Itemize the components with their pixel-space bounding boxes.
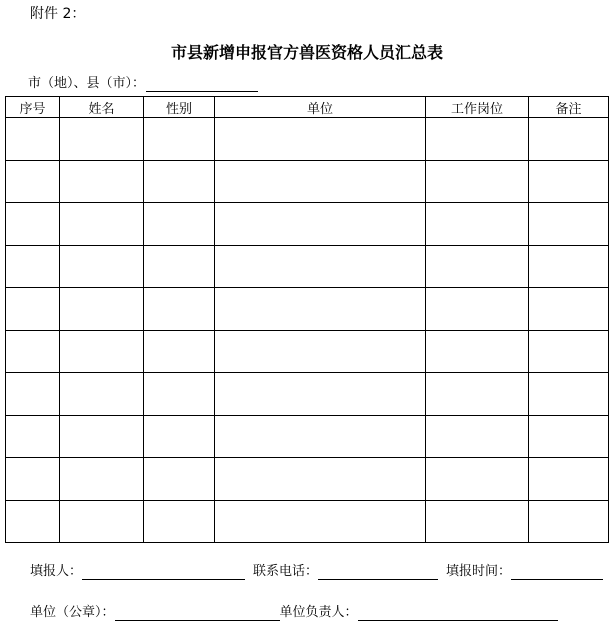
region-label: 市（地）、县（市）： [28, 76, 146, 91]
table-cell[interactable] [144, 373, 215, 416]
header-unit: 单位 [215, 97, 426, 118]
table-cell[interactable] [426, 118, 529, 161]
table-cell[interactable] [529, 330, 609, 373]
date-blank[interactable] [511, 565, 603, 580]
unit-seal-label: 单位（公章）： [30, 605, 115, 620]
unit-head-blank[interactable] [358, 606, 558, 621]
table-cell[interactable] [215, 203, 426, 246]
table-cell[interactable] [60, 245, 144, 288]
table-cell[interactable] [426, 245, 529, 288]
table-cell[interactable] [144, 288, 215, 331]
table-row [6, 160, 609, 203]
table-cell[interactable] [6, 330, 60, 373]
table-cell[interactable] [529, 203, 609, 246]
table-row [6, 288, 609, 331]
footer-row-unit [30, 605, 558, 621]
table-cell[interactable] [529, 458, 609, 501]
table-cell[interactable] [529, 160, 609, 203]
phone-blank[interactable] [318, 565, 438, 580]
table-cell[interactable] [6, 118, 60, 161]
table-cell[interactable] [426, 458, 529, 501]
table-cell[interactable] [426, 203, 529, 246]
table-cell[interactable] [144, 500, 215, 543]
table-row [6, 500, 609, 543]
table-row [6, 330, 609, 373]
table-cell[interactable] [426, 415, 529, 458]
table-cell[interactable] [144, 330, 215, 373]
table-cell[interactable] [60, 118, 144, 161]
table-cell[interactable] [426, 288, 529, 331]
table-cell[interactable] [426, 373, 529, 416]
table-cell[interactable] [215, 245, 426, 288]
header-remarks: 备注 [529, 97, 609, 118]
header-seq: 序号 [6, 97, 60, 118]
header-position: 工作岗位 [426, 97, 529, 118]
table-header-row [6, 97, 609, 118]
page-title: 市县新增申报官方兽医资格人员汇总表 [170, 43, 443, 62]
table-cell[interactable] [60, 330, 144, 373]
table-cell[interactable] [60, 160, 144, 203]
table-cell[interactable] [529, 500, 609, 543]
filler-label: 填报人： [30, 564, 83, 579]
table-cell[interactable] [144, 118, 215, 161]
table-cell[interactable] [529, 288, 609, 331]
table-cell[interactable] [6, 500, 60, 543]
table-row [6, 373, 609, 416]
table-cell[interactable] [6, 203, 60, 246]
region-field [28, 76, 258, 92]
table-cell[interactable] [215, 118, 426, 161]
table-cell[interactable] [426, 500, 529, 543]
table-row [6, 245, 609, 288]
table-cell[interactable] [60, 203, 144, 246]
table-cell[interactable] [6, 245, 60, 288]
unit-seal-blank[interactable] [115, 606, 280, 621]
attachment-label: 附件 2： [30, 6, 86, 22]
table-cell[interactable] [144, 203, 215, 246]
table-cell[interactable] [529, 373, 609, 416]
table-cell[interactable] [6, 288, 60, 331]
table-cell[interactable] [215, 288, 426, 331]
table-cell[interactable] [60, 288, 144, 331]
header-name: 姓名 [60, 97, 144, 118]
date-label: 填报时间： [446, 564, 512, 579]
phone-label: 联系电话： [253, 564, 319, 579]
table-cell[interactable] [215, 415, 426, 458]
table-cell[interactable] [6, 160, 60, 203]
region-blank[interactable] [146, 77, 258, 92]
table-cell[interactable] [60, 415, 144, 458]
table-cell[interactable] [426, 160, 529, 203]
table-cell[interactable] [6, 373, 60, 416]
table-cell[interactable] [529, 415, 609, 458]
filler-blank[interactable] [82, 565, 245, 580]
table-cell[interactable] [215, 500, 426, 543]
table-row [6, 118, 609, 161]
unit-head-label: 单位负责人： [279, 605, 358, 620]
table-cell[interactable] [529, 245, 609, 288]
table-cell[interactable] [6, 458, 60, 501]
table-cell[interactable] [215, 160, 426, 203]
table-cell[interactable] [60, 373, 144, 416]
table-cell[interactable] [426, 330, 529, 373]
table-cell[interactable] [529, 118, 609, 161]
table-row [6, 203, 609, 246]
table-cell[interactable] [215, 330, 426, 373]
table-cell[interactable] [60, 458, 144, 501]
table-cell[interactable] [6, 415, 60, 458]
header-gender: 性别 [144, 97, 215, 118]
table-cell[interactable] [144, 415, 215, 458]
table-cell[interactable] [60, 500, 144, 543]
table-row [6, 415, 609, 458]
table-cell[interactable] [144, 245, 215, 288]
table-cell[interactable] [144, 458, 215, 501]
footer-row-contact [30, 564, 603, 580]
summary-table [5, 96, 609, 543]
table-cell[interactable] [215, 373, 426, 416]
table-cell[interactable] [215, 458, 426, 501]
table-cell[interactable] [144, 160, 215, 203]
table-row [6, 458, 609, 501]
